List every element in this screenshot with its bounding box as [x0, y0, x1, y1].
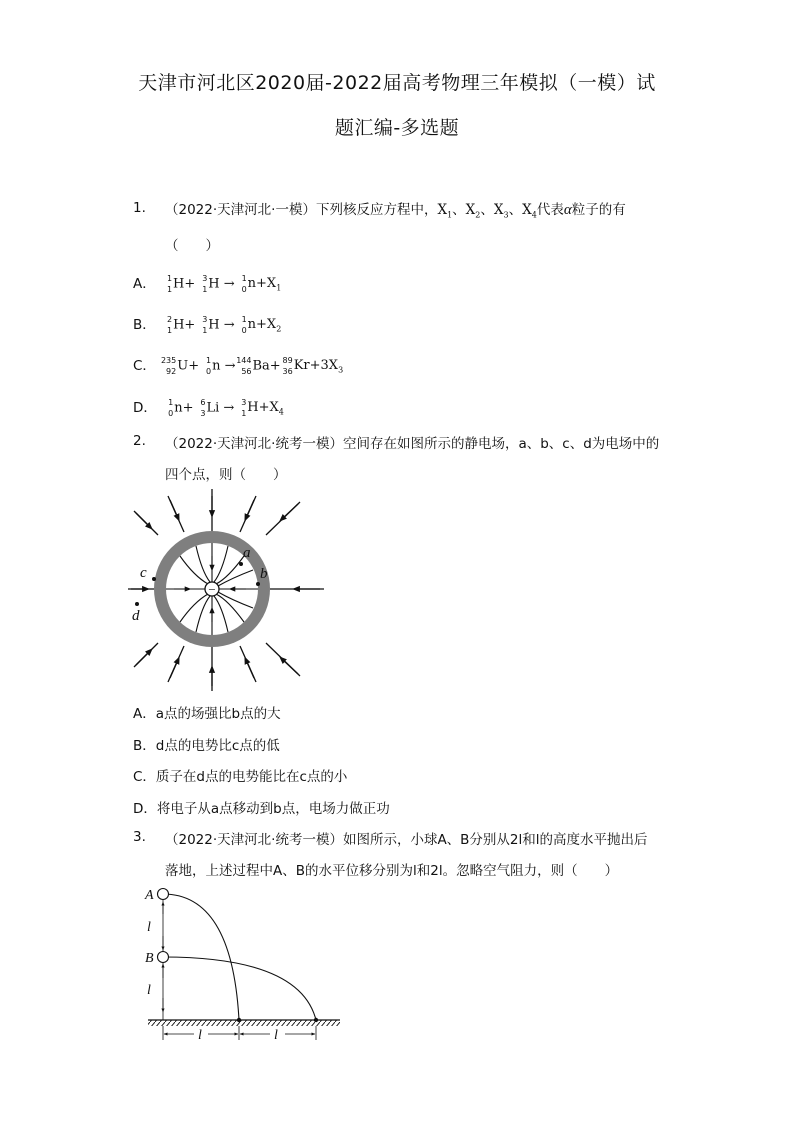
q1-stem-line1: （2022·天津河北·一模）下列核反应方程中，$X_1$、$X_2$、$X_3$、$X_4$代表α粒子的有 [165, 202, 626, 220]
label-b: b [260, 566, 268, 582]
q3-stem-line2: 落地，上述过程中A、B的水平位移分别为l和2l。忽略空气阻力，则（ ） [165, 863, 619, 879]
q2-option-a[interactable]: A．a点的场强比b点的大 [133, 706, 281, 722]
svg-text:−: − [208, 582, 216, 597]
label-height-2: l [147, 983, 151, 998]
q2-option-c[interactable]: C．质子在d点的电势能比在c点的小 [133, 769, 348, 785]
q1-option-d[interactable]: D． 1 0 n+ 6 3 Li → 3 1 $H+X_4$ [133, 398, 284, 418]
point-d [135, 602, 139, 606]
label-width-2: l [274, 1028, 278, 1043]
q1-option-b[interactable]: B． 2 1 H+ 3 1 H → 1 0 $n+X_2$ [133, 315, 282, 335]
label-ball-b: B [145, 951, 154, 966]
label-ball-a: A [145, 888, 154, 903]
q3-stem-line1: （2022·天津河北·统考一模）如图所示，小球A、B分别从2l和l的高度水平抛出后 [165, 832, 648, 848]
ground [148, 1020, 340, 1026]
point-b [256, 582, 260, 586]
q2-option-b[interactable]: B．d点的电势比c点的低 [133, 738, 280, 754]
q2-stem-line1: （2022·天津河北·统考一模）空间存在如图所示的静电场，a、b、c、d为电场中的 [165, 436, 660, 452]
page-title-line1: 天津市河北区2020届-2022届高考物理三年模拟（一模）试 [138, 72, 656, 94]
label-height-1: l [147, 920, 151, 935]
trajectory-b [163, 957, 316, 1020]
point-a [239, 562, 243, 566]
label-d: d [132, 608, 140, 624]
ball-b [158, 952, 169, 963]
q2-number: 2. [133, 433, 146, 449]
q2-option-d[interactable]: D．将电子从a点移动到b点，电场力做正功 [133, 801, 390, 817]
q1-option-c[interactable]: C． 235 92 U+ 1 0 n → 144 56 Ba+ 89 36 $Kr+3X_3$ [133, 356, 344, 376]
projectile-figure [140, 884, 360, 1044]
q3-number: 3. [133, 829, 146, 845]
q1-stem-line2: （ ） [165, 238, 219, 254]
q1-number: 1. [133, 200, 146, 216]
ball-a [158, 889, 169, 900]
label-c: c [140, 565, 147, 581]
electric-field-figure [128, 486, 328, 696]
point-c [152, 577, 156, 581]
label-a: a [243, 545, 251, 561]
page-title-line2: 题汇编-多选题 [334, 117, 460, 139]
q2-stem-line2: 四个点，则（ ） [165, 467, 287, 483]
label-width-1: l [198, 1028, 202, 1043]
q1-option-a[interactable]: A． 1 1 H+ 3 1 H → 1 0 $n+X_1$ [133, 274, 282, 294]
